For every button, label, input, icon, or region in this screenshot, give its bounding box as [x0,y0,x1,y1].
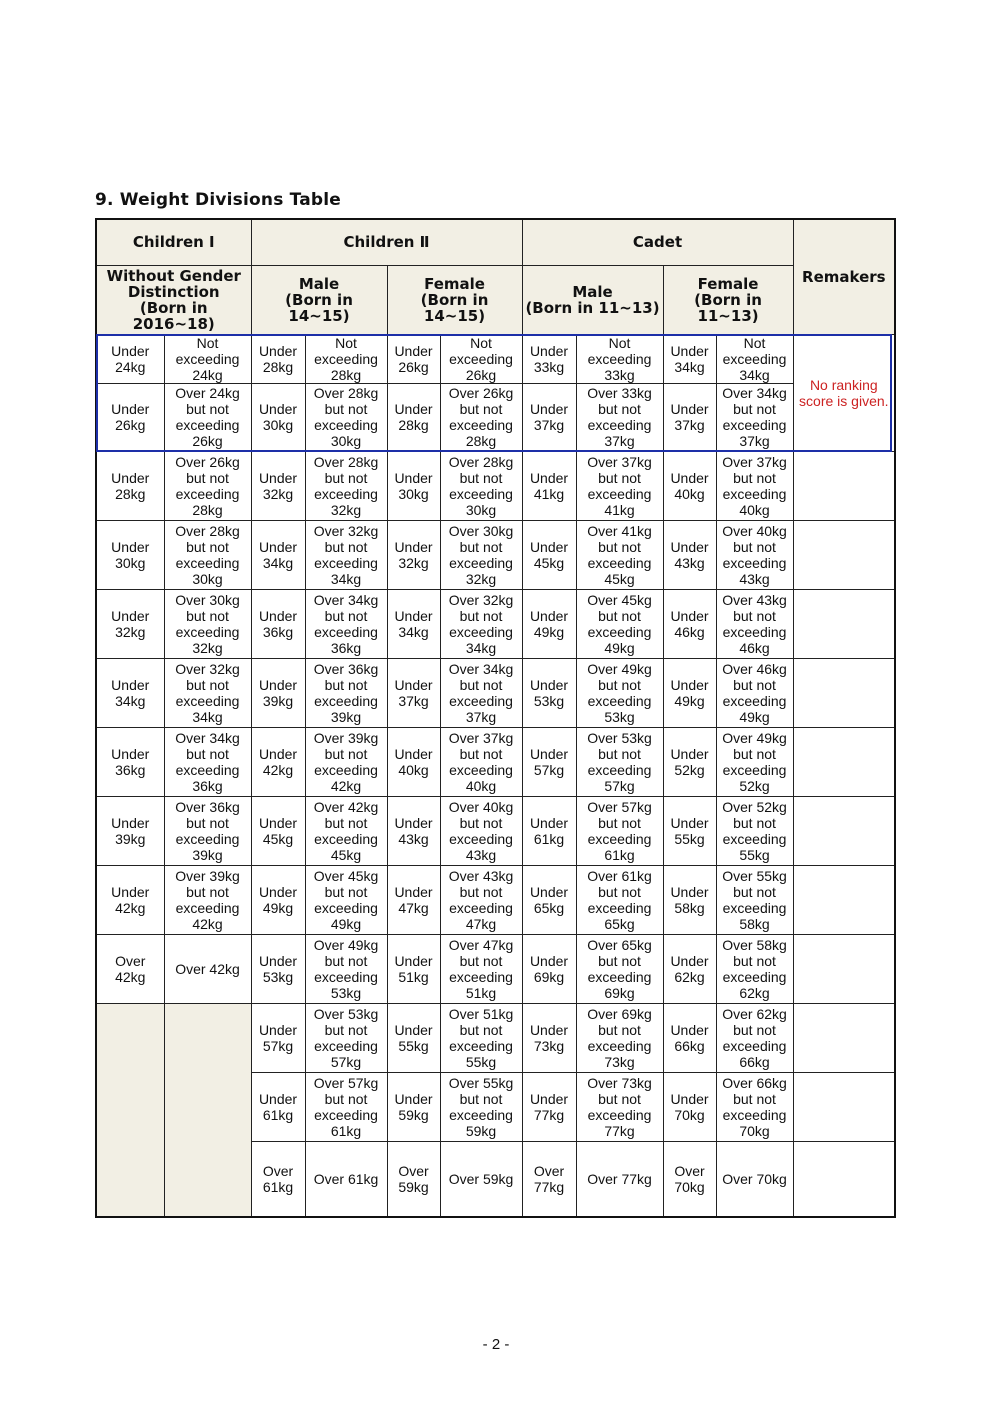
cell-cma: Over 77kg [522,1141,576,1217]
header-c2-female-line1: Female [424,274,485,293]
cell-cmb: Over 69kg but not exceeding 73kg [576,1003,663,1072]
header-c2-female-line2: (Born in 14~15) [420,290,489,325]
cell-cma: Under 57kg [522,727,576,796]
cell-cmb: Over 37kg but not exceeding 41kg [576,451,663,520]
cell-c2mb: Over 49kg but not exceeding 53kg [305,934,387,1003]
remark-empty-cell [793,796,895,865]
cell-c2mb: Over 34kg but not exceeding 36kg [305,589,387,658]
cell-cfa: Under 52kg [663,727,716,796]
cell-cfa: Under 62kg [663,934,716,1003]
cell-c1a: Under 36kg [96,727,164,796]
cell-c1b [164,1003,251,1217]
cell-cmb: Not exceeding 33kg [576,334,663,383]
cell-c2mb: Over 53kg but not exceeding 57kg [305,1003,387,1072]
cell-cma: Under 73kg [522,1003,576,1072]
remark-empty-cell [793,1141,895,1217]
cell-c2mb: Over 57kg but not exceeding 61kg [305,1072,387,1141]
cell-cfa: Under 70kg [663,1072,716,1141]
cell-c2fa: Under 34kg [387,589,440,658]
cell-c2mb: Not exceeding 28kg [305,334,387,383]
header-c2-male-line2: (Born in 14~15) [285,290,353,325]
cell-c2ma: Over 61kg [251,1141,305,1217]
header-cadet-male-line1: Male [572,282,613,301]
table-row [96,383,895,451]
cell-c1b: Over 24kg but not exceeding 26kg [164,383,251,451]
cell-c2fa: Under 40kg [387,727,440,796]
cell-c1b: Over 32kg but not exceeding 34kg [164,658,251,727]
cell-cmb: Over 57kg but not exceeding 61kg [576,796,663,865]
cell-c1b: Not exceeding 24kg [164,334,251,383]
weight-divisions-table [95,218,896,1218]
table-row [96,334,895,383]
header-c2-male [251,265,387,334]
cell-c2mb: Over 28kg but not exceeding 30kg [305,383,387,451]
cell-c2mb: Over 36kg but not exceeding 39kg [305,658,387,727]
cell-c2fb: Over 34kg but not exceeding 37kg [440,658,522,727]
cell-c1a: Under 32kg [96,589,164,658]
cell-c2ma: Under 36kg [251,589,305,658]
cell-c2ma: Under 32kg [251,451,305,520]
cell-c2ma: Under 61kg [251,1072,305,1141]
header-remarks: Remakers [793,219,895,334]
cell-c2fb: Over 26kg but not exceeding 28kg [440,383,522,451]
cell-cma: Under 77kg [522,1072,576,1141]
cell-c2fa: Under 43kg [387,796,440,865]
cell-c2mb: Over 32kg but not exceeding 34kg [305,520,387,589]
cell-c2fa: Under 32kg [387,520,440,589]
cell-cfb: Over 43kg but not exceeding 46kg [716,589,793,658]
cell-c2fb: Over 43kg but not exceeding 47kg [440,865,522,934]
table-row [96,451,895,520]
cell-c2fb: Over 32kg but not exceeding 34kg [440,589,522,658]
cell-cfb: Over 52kg but not exceeding 55kg [716,796,793,865]
cell-cmb: Over 61kg but not exceeding 65kg [576,865,663,934]
cell-cfa: Under 34kg [663,334,716,383]
table-row [96,520,895,589]
cell-c2fa: Under 59kg [387,1072,440,1141]
cell-cma: Under 61kg [522,796,576,865]
cell-cfb: Over 37kg but not exceeding 40kg [716,451,793,520]
remark-empty-cell [793,1003,895,1072]
cell-c1a: Under 30kg [96,520,164,589]
cell-cfb: Over 62kg but not exceeding 66kg [716,1003,793,1072]
cell-c1a: Under 26kg [96,383,164,451]
cell-c1a: Under 42kg [96,865,164,934]
cell-c2ma: Under 39kg [251,658,305,727]
table-row [96,658,895,727]
cell-cmb: Over 49kg but not exceeding 53kg [576,658,663,727]
cell-c2mb: Over 45kg but not exceeding 49kg [305,865,387,934]
header-cadet-male-line2: (Born in 11~13) [525,298,660,317]
header-c2-male-line1: Male [298,274,340,293]
cell-c2mb: Over 42kg but not exceeding 45kg [305,796,387,865]
cell-c2fb: Over 59kg [440,1141,522,1217]
cell-c2fa: Under 51kg [387,934,440,1003]
cell-c2fa: Under 28kg [387,383,440,451]
remark-empty-cell [793,589,895,658]
cell-cfb: Over 40kg but not exceeding 43kg [716,520,793,589]
remark-cell: No ranking score is given. [793,334,895,451]
cell-c2mb: Over 39kg but not exceeding 42kg [305,727,387,796]
header-c1-sub [96,265,251,334]
cell-cfb: Not exceeding 34kg [716,334,793,383]
cell-c2fb: Over 40kg but not exceeding 43kg [440,796,522,865]
table-row [96,934,895,1003]
remark-empty-cell [793,520,895,589]
cell-c2ma: Under 57kg [251,1003,305,1072]
cell-cmb: Over 33kg but not exceeding 37kg [576,383,663,451]
cell-cfa: Over 70kg [663,1141,716,1217]
cell-c1a: Under 24kg [96,334,164,383]
cell-c2ma: Under 45kg [251,796,305,865]
cell-c2ma: Under 28kg [251,334,305,383]
cell-cfa: Under 58kg [663,865,716,934]
cell-cfb: Over 49kg but not exceeding 52kg [716,727,793,796]
header-cadet: Cadet [522,219,793,265]
cell-cfb: Over 34kg but not exceeding 37kg [716,383,793,451]
cell-c1a: Under 39kg [96,796,164,865]
cell-c1a: Under 28kg [96,451,164,520]
cell-c2fa: Over 59kg [387,1141,440,1217]
cell-c2ma: Under 53kg [251,934,305,1003]
header-cadet-female-line1: Female [697,274,759,293]
header-c1-sub-line1: Without Gender [106,266,241,285]
cell-c1a: Over 42kg [96,934,164,1003]
cell-c2ma: Under 30kg [251,383,305,451]
header-c1-sub-line2: Distinction [127,282,220,301]
cell-cma: Under 53kg [522,658,576,727]
cell-c2fb: Over 30kg but not exceeding 32kg [440,520,522,589]
cell-c1b: Over 28kg but not exceeding 30kg [164,520,251,589]
cell-cfb: Over 70kg [716,1141,793,1217]
cell-cfb: Over 58kg but not exceeding 62kg [716,934,793,1003]
header-cadet-female [663,265,793,334]
cell-cmb: Over 41kg but not exceeding 45kg [576,520,663,589]
cell-c2ma: Under 49kg [251,865,305,934]
cell-cma: Under 41kg [522,451,576,520]
cell-cfb: Over 66kg but not exceeding 70kg [716,1072,793,1141]
header-children2: Children Ⅱ [251,219,522,265]
cell-c2fa: Under 37kg [387,658,440,727]
table-row [96,589,895,658]
cell-cma: Under 33kg [522,334,576,383]
remark-empty-cell [793,934,895,1003]
cell-cfa: Under 37kg [663,383,716,451]
cell-cfa: Under 43kg [663,520,716,589]
cell-c1a [96,1003,164,1217]
cell-cma: Under 37kg [522,383,576,451]
header-children1: Children Ⅰ [96,219,251,265]
cell-c2fa: Under 26kg [387,334,440,383]
cell-c2mb: Over 28kg but not exceeding 32kg [305,451,387,520]
cell-cmb: Over 65kg but not exceeding 69kg [576,934,663,1003]
cell-cma: Under 45kg [522,520,576,589]
cell-cfa: Under 46kg [663,589,716,658]
cell-cfa: Under 49kg [663,658,716,727]
cell-c2fa: Under 55kg [387,1003,440,1072]
cell-cfb: Over 55kg but not exceeding 58kg [716,865,793,934]
cell-c1b: Over 30kg but not exceeding 32kg [164,589,251,658]
cell-c1b: Over 34kg but not exceeding 36kg [164,727,251,796]
cell-cmb: Over 53kg but not exceeding 57kg [576,727,663,796]
cell-c2ma: Under 34kg [251,520,305,589]
page-number: - 2 - [482,1336,510,1353]
cell-c1b: Over 36kg but not exceeding 39kg [164,796,251,865]
cell-cmb: Over 45kg but not exceeding 49kg [576,589,663,658]
cell-c1b: Over 39kg but not exceeding 42kg [164,865,251,934]
cell-c2fb: Over 47kg but not exceeding 51kg [440,934,522,1003]
header-cadet-female-line2: (Born in 11~13) [694,290,762,325]
remark-empty-cell [793,865,895,934]
cell-cma: Under 49kg [522,589,576,658]
cell-cma: Under 65kg [522,865,576,934]
cell-c2fb: Over 28kg but not exceeding 30kg [440,451,522,520]
cell-cmb: Over 73kg but not exceeding 77kg [576,1072,663,1141]
cell-c1a: Under 34kg [96,658,164,727]
cell-cfa: Under 55kg [663,796,716,865]
header-c2-female [387,265,522,334]
cell-cma: Under 69kg [522,934,576,1003]
table-row [96,796,895,865]
cell-c2ma: Under 42kg [251,727,305,796]
cell-c1b: Over 26kg but not exceeding 28kg [164,451,251,520]
cell-c2fb: Over 51kg but not exceeding 55kg [440,1003,522,1072]
cell-cmb: Over 77kg [576,1141,663,1217]
table-row [96,1003,895,1072]
remark-empty-cell [793,658,895,727]
cell-cfa: Under 40kg [663,451,716,520]
remark-empty-cell [793,727,895,796]
section-title: 9. Weight Divisions Table [95,190,342,210]
cell-cfa: Under 66kg [663,1003,716,1072]
cell-cfb: Over 46kg but not exceeding 49kg [716,658,793,727]
cell-c2fb: Over 37kg but not exceeding 40kg [440,727,522,796]
table-row [96,865,895,934]
header-cadet-male [522,265,663,334]
cell-c1b: Over 42kg [164,934,251,1003]
remark-empty-cell [793,1072,895,1141]
cell-c2fa: Under 30kg [387,451,440,520]
cell-c2fa: Under 47kg [387,865,440,934]
header-c1-sub-line3: (Born in 2016~18) [132,298,215,333]
table-row [96,727,895,796]
cell-c2fb: Not exceeding 26kg [440,334,522,383]
cell-c2fb: Over 55kg but not exceeding 59kg [440,1072,522,1141]
cell-c2mb: Over 61kg [305,1141,387,1217]
remark-empty-cell [793,451,895,520]
